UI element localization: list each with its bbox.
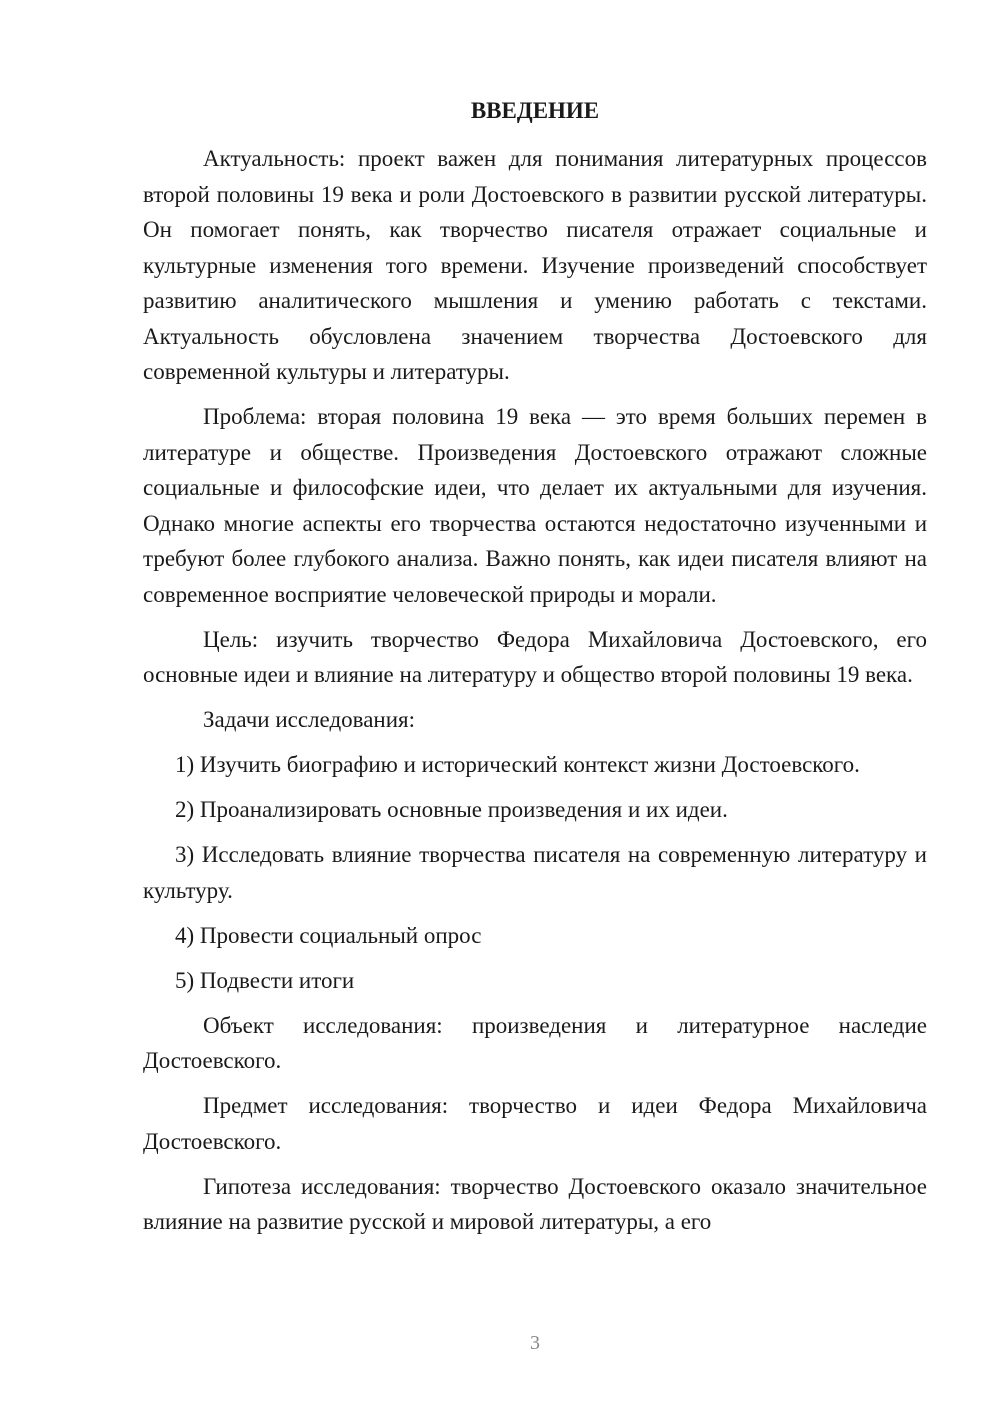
list-item: 4) Провести социальный опрос: [175, 922, 482, 948]
list-item: 2) Проанализировать основные произведения и их идеи.: [175, 797, 728, 822]
paragraph-goal: Цель: изучить творчество Федора Михайловича Достоевского, его основные идеи и влияние на литературу и общество второй половины 19 века.: [143, 626, 927, 687]
page-number: 3: [530, 1332, 540, 1354]
page-title: ВВЕДЕНИЕ: [470, 98, 600, 123]
paragraph-relevance: Актуальность: проект важен для понимания литературных процессов второй половины 19 века и роли Достоевского в развитии русской литературы. Он помогает понять, как творчество писателя отражает социальные и культурные изменения того времени. Изучение произведений способствует развитию аналитического мышления и умению работать с текстами. Актуальность обусловлена значением творчества Достоевского для современной культуры и литературы.: [143, 146, 927, 384]
document-body: [143, 141, 927, 1249]
paragraph-tasks-heading: Задачи исследования:: [203, 707, 416, 732]
paragraph-object: Объект исследования: произведения и литературное наследие Достоевского.: [143, 1012, 927, 1073]
list-item: 3) Исследовать влияние творчества писателя на современную литературу и культуру.: [143, 842, 927, 903]
list-item: 1) Изучить биографию и исторический контекст жизни Достоевского.: [175, 752, 860, 777]
list-item: 5) Подвести итоги: [175, 967, 355, 993]
paragraph-subject: Предмет исследования: творчество и идеи Федора Михайловича Достоевского.: [143, 1093, 927, 1154]
tasks-list: [143, 747, 927, 998]
paragraph-problem: Проблема: вторая половина 19 века — это время больших перемен в литературе и обществе. Произведения Достоевского отражают сложные социальные и философские идеи, что делает их актуальными для изучения. Однако многие аспекты его творчества остаются недостаточно изученными и требуют более глубокого анализа. Важно понять, как идеи писателя влияют на современное восприятие человеческой природы и морали.: [143, 404, 927, 607]
paragraph-hypothesis: Гипотеза исследования: творчество Достоевского оказало значительное влияние на развитие русской и мировой литературы, а его: [143, 1173, 927, 1234]
